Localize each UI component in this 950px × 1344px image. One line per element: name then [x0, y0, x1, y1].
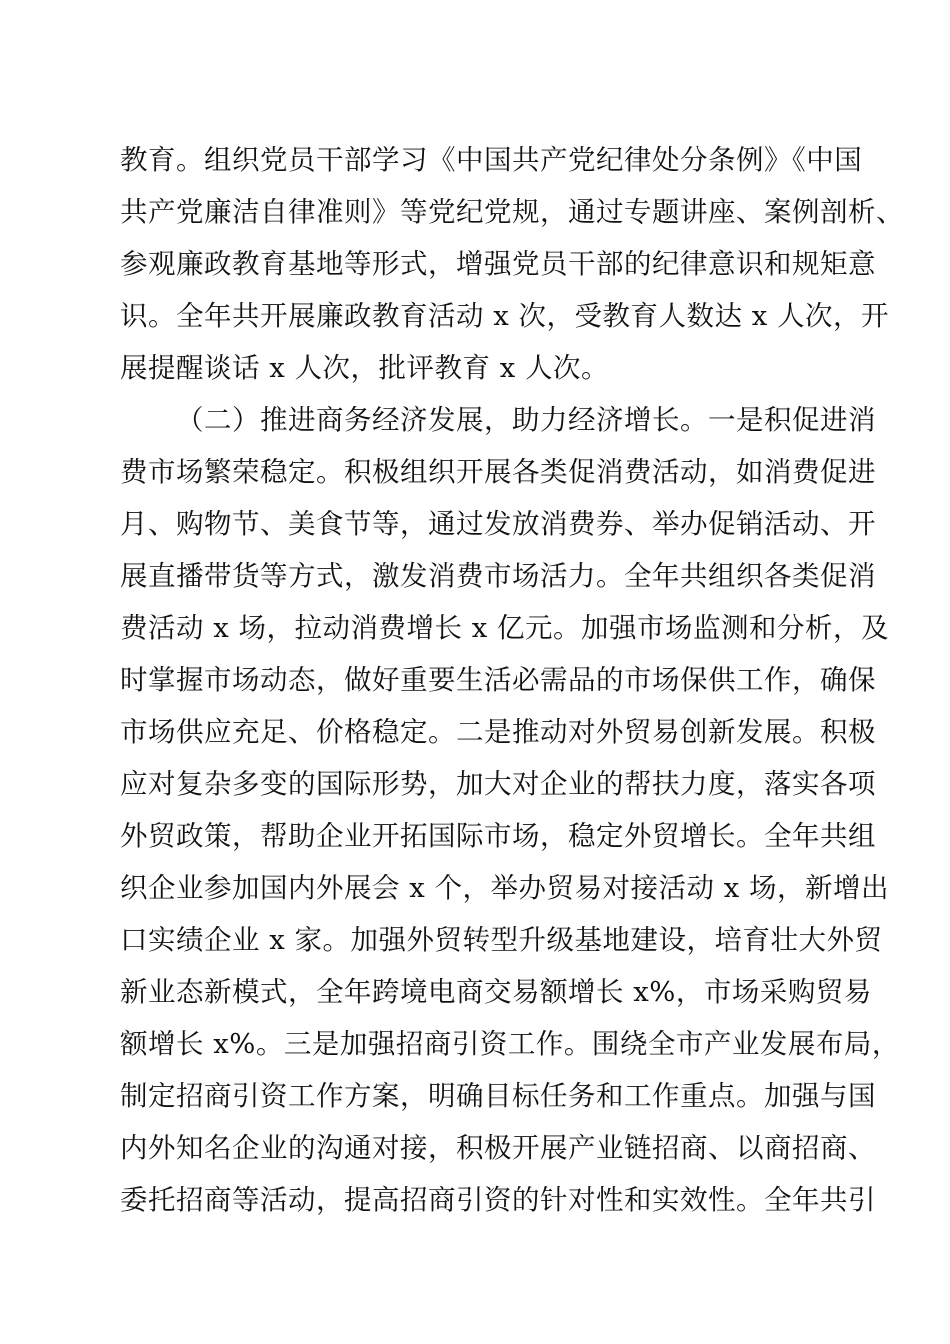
text-line: 织企业参加国内外展会 x 个，举办贸易对接活动 x 场，新增出 — [120, 872, 889, 904]
text-line: 展提醒谈话 x 人次，批评教育 x 人次。 — [120, 352, 609, 384]
text-line: 市场供应充足、价格稳定。二是推动对外贸易创新发展。积极 — [120, 716, 876, 748]
text-line: 制定招商引资工作方案，明确目标任务和工作重点。加强与国 — [120, 1080, 876, 1112]
text-line: 新业态新模式，全年跨境电商交易额增长 x%，市场采购贸易 — [120, 976, 872, 1008]
text-line: 月、购物节、美食节等，通过发放消费券、举办促销活动、开 — [120, 508, 876, 540]
text-line: 内外知名企业的沟通对接，积极开展产业链招商、以商招商、 — [120, 1132, 876, 1164]
text-line: 时掌握市场动态，做好重要生活必需品的市场保供工作，确保 — [120, 664, 876, 696]
text-line: （二）推进商务经济发展，助力经济增长。一是积促进消 — [176, 404, 876, 436]
text-line: 应对复杂多变的国际形势，加大对企业的帮扶力度，落实各项 — [120, 768, 876, 800]
text-line: 展直播带货等方式，激发消费市场活力。全年共组织各类促消 — [120, 560, 876, 592]
text-line: 识。全年共开展廉政教育活动 x 次，受教育人数达 x 人次，开 — [120, 300, 889, 332]
text-line: 费活动 x 场，拉动消费增长 x 亿元。加强市场监测和分析，及 — [120, 612, 889, 644]
text-line: 委托招商等活动，提高招商引资的针对性和实效性。全年共引 — [120, 1184, 876, 1216]
text-line: 额增长 x%。三是加强招商引资工作。围绕全市产业发展布局， — [120, 1028, 900, 1060]
text-line: 费市场繁荣稳定。积极组织开展各类促消费活动，如消费促进 — [120, 456, 876, 488]
text-line: 教育。组织党员干部学习《中国共产党纪律处分条例》《中国 — [120, 144, 863, 176]
text-line: 共产党廉洁自律准则》等党纪党规，通过专题讲座、案例剖析、 — [120, 196, 904, 228]
text-line: 外贸政策，帮助企业开拓国际市场，稳定外贸增长。全年共组 — [120, 820, 876, 852]
text-line: 口实绩企业 x 家。加强外贸转型升级基地建设，培育壮大外贸 — [120, 924, 883, 956]
text-line: 参观廉政教育基地等形式，增强党员干部的纪律意识和规矩意 — [120, 248, 876, 280]
